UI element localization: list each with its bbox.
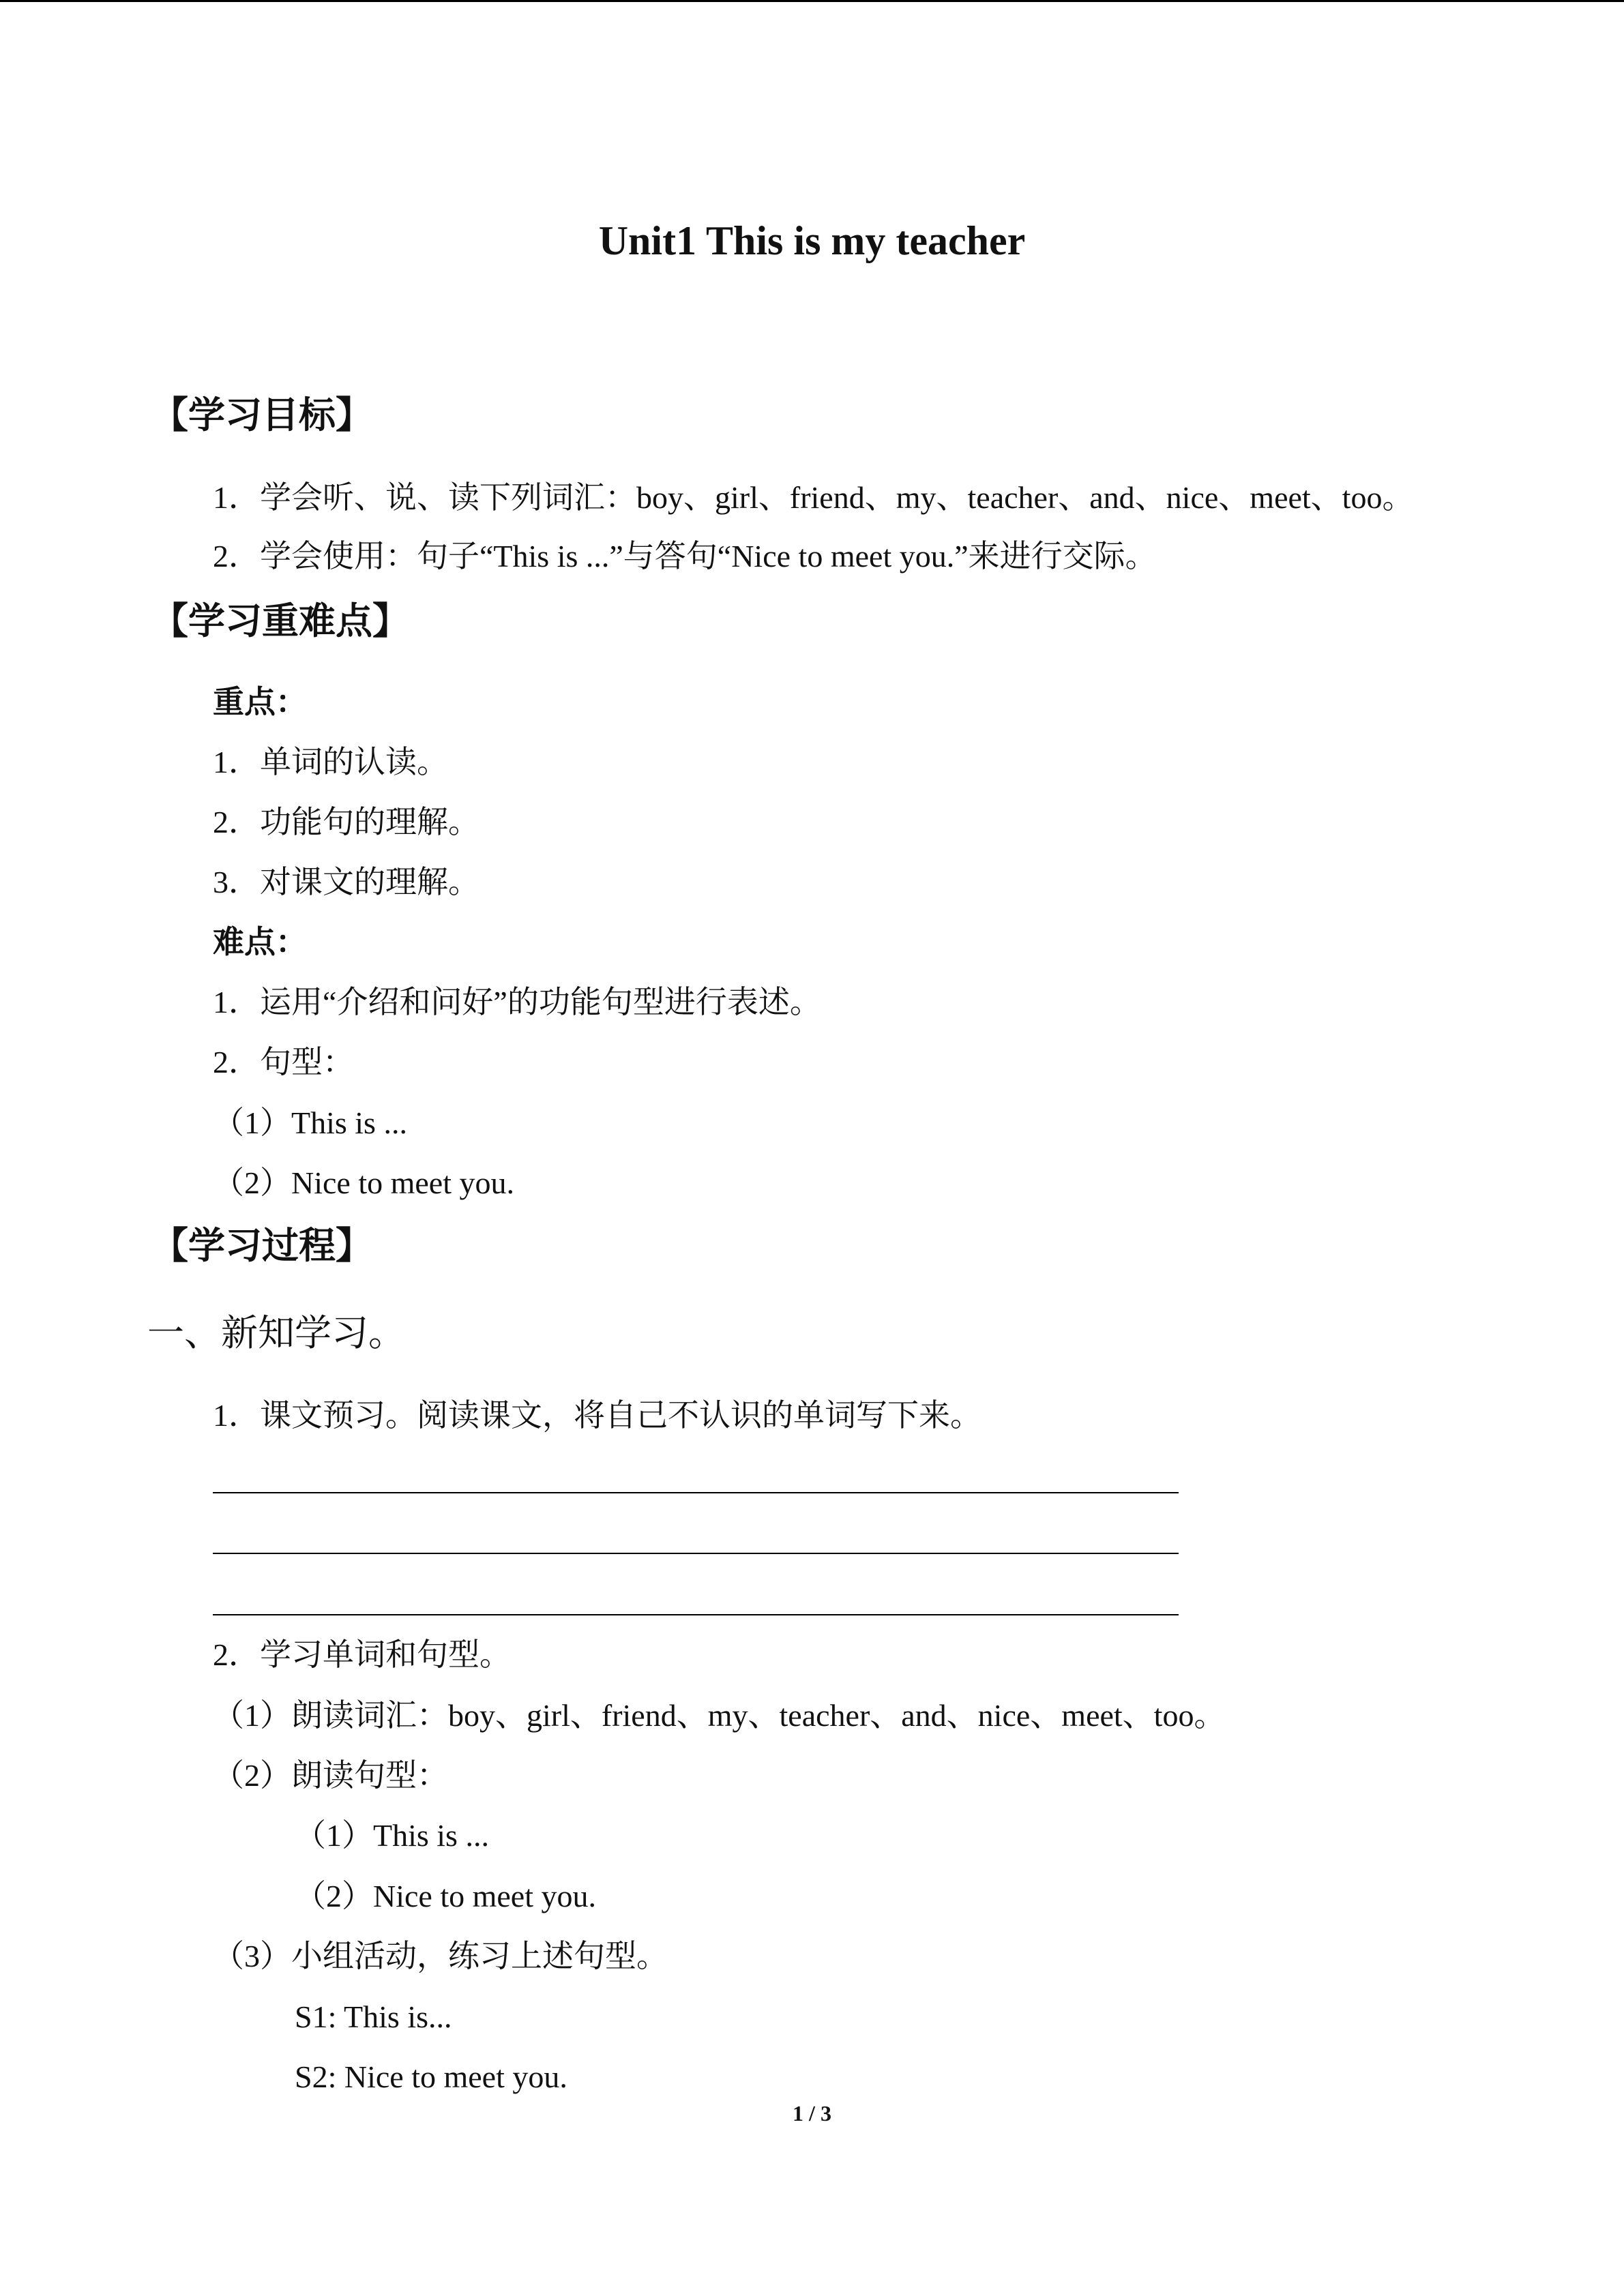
part1-sub-2-item-1: （1）This is ... (295, 1818, 489, 1853)
part1-heading: 一、新知学习。 (147, 1313, 405, 1354)
top-border-line (0, 0, 1624, 2)
objective-item-2: 2．学会使用：句子“This is ...”与答句“Nice to meet you.”来进行交际。 (213, 539, 1157, 573)
dialog-line-2: S2: Nice to meet you. (295, 2059, 567, 2094)
part1-sub-1: （1）朗读词汇：boy、girl、friend、my、teacher、and、nice、meet、too。 (213, 1698, 1226, 1733)
part1-sub-2-item-2: （2）Nice to meet you. (295, 1879, 597, 1913)
answer-blank-line-1[interactable] (213, 1492, 1179, 1493)
section-heading-objectives: 【学习目标】 (151, 395, 372, 436)
part1-step-2: 2．学习单词和句型。 (213, 1637, 511, 1672)
page-title: Unit1 This is my teacher (598, 218, 1026, 263)
difficult-item-1: 1．运用“介绍和问好”的功能句型进行表述。 (213, 985, 821, 1019)
page-number: 1 / 3 (793, 2101, 831, 2126)
part1-step-1: 1．课文预习。阅读课文，将自己不认识的单词写下来。 (213, 1398, 981, 1433)
key-item-2: 2．功能句的理解。 (213, 805, 479, 839)
answer-blank-line-3[interactable] (213, 1614, 1179, 1615)
answer-blank-line-2[interactable] (213, 1553, 1179, 1554)
difficult-item-4: （2）Nice to meet you. (213, 1165, 515, 1200)
key-item-3: 3．对课文的理解。 (213, 865, 479, 899)
section-heading-process: 【学习过程】 (151, 1225, 372, 1266)
key-label: 重点： (213, 685, 307, 719)
dialog-line-1: S1: This is... (295, 1999, 452, 2034)
part1-sub-3: （3）小组活动，练习上述句型。 (213, 1939, 668, 1973)
part1-sub-2: （2）朗读句型： (213, 1758, 448, 1793)
difficult-item-2: 2．句型： (213, 1045, 354, 1079)
difficult-item-3: （1）This is ... (213, 1105, 407, 1140)
section-heading-key-points: 【学习重难点】 (151, 601, 409, 642)
key-item-1: 1．单词的认读。 (213, 745, 448, 779)
difficult-label: 难点： (213, 925, 307, 959)
objective-item-1: 1．学会听、说、读下列词汇：boy、girl、friend、my、teacher、and、nice、meet、too。 (213, 480, 1414, 515)
